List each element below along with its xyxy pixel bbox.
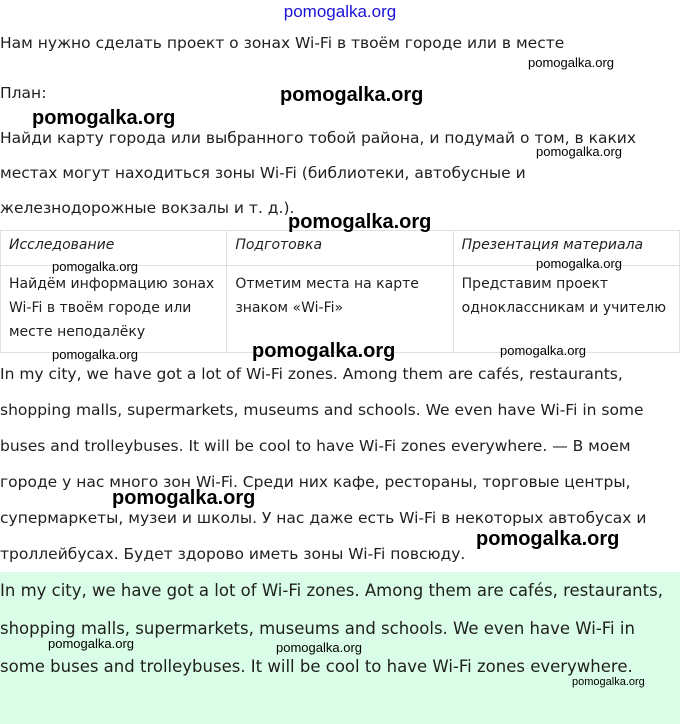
watermark: pomogalka.org <box>572 676 645 688</box>
table-cell: Отметим места на карте знаком «Wi-Fi» <box>227 266 453 353</box>
table-cell: Найдём информацию зонах Wi-Fi в твоём городе или месте неподалёку <box>1 266 227 353</box>
answer-with-translation: In my city, we have got a lot of Wi-Fi zones. Among them are cafés, restaurants, shopping malls, supermarkets, museums and schools. We even have Wi-Fi in some buses and trolleybuses. It will be cool to have Wi-Fi zones everywhere. — В моем городе у нас много зон Wi-Fi. Среди них кафе, рестораны, торговые центры, супермаркеты, музеи и школы. У нас даже есть Wi-Fi в некоторых автобусах и троллейбусах. Будет здорово иметь зоны Wi-Fi повсюду. <box>0 365 647 563</box>
watermark: pomogalka.org <box>112 487 256 509</box>
answer-highlighted: In my city, we have got a lot of Wi-Fi zones. Among them are cafés, restaurants, shopping malls, supermarkets, museums and schools. We even have Wi-Fi in some buses and trolleybuses. It will be cool to have Wi-Fi zones everywhere. <box>0 581 663 676</box>
watermark: pomogalka.org <box>536 144 622 159</box>
watermark: pomogalka.org <box>280 84 424 106</box>
watermark: pomogalka.org <box>288 211 432 233</box>
task-paragraph: Найди карту города или выбранного тобой района, и подумай о том, в каких местах могут находиться зоны Wi-Fi (библиотеки, автобусные и железнодорожные вокзалы и т. д.). <box>0 129 637 217</box>
watermark: pomogalka.org <box>48 636 134 651</box>
table-header-cell: Исследование <box>1 231 227 266</box>
watermark: pomogalka.org <box>32 107 176 129</box>
watermark: pomogalka.org <box>536 256 622 271</box>
watermark: pomogalka.org <box>252 340 396 362</box>
watermark: pomogalka.org <box>276 640 362 655</box>
watermark: pomogalka.org <box>528 55 614 70</box>
table-header-cell: Презентация материала <box>453 231 679 266</box>
site-header-link[interactable]: pomogalka.org <box>283 2 397 21</box>
table-cell: Представим проект одноклассникам и учителю <box>453 266 679 353</box>
watermark: pomogalka.org <box>52 259 138 274</box>
table-header-cell: Подготовка <box>227 231 453 266</box>
plan-label: План: <box>0 84 47 102</box>
intro-paragraph: Нам нужно сделать проект о зонах Wi-Fi в твоём городе или в месте <box>0 34 565 52</box>
watermark: pomogalka.org <box>52 347 138 362</box>
project-plan-table <box>0 230 680 353</box>
watermark: pomogalka.org <box>476 528 620 550</box>
watermark: pomogalka.org <box>500 343 586 358</box>
